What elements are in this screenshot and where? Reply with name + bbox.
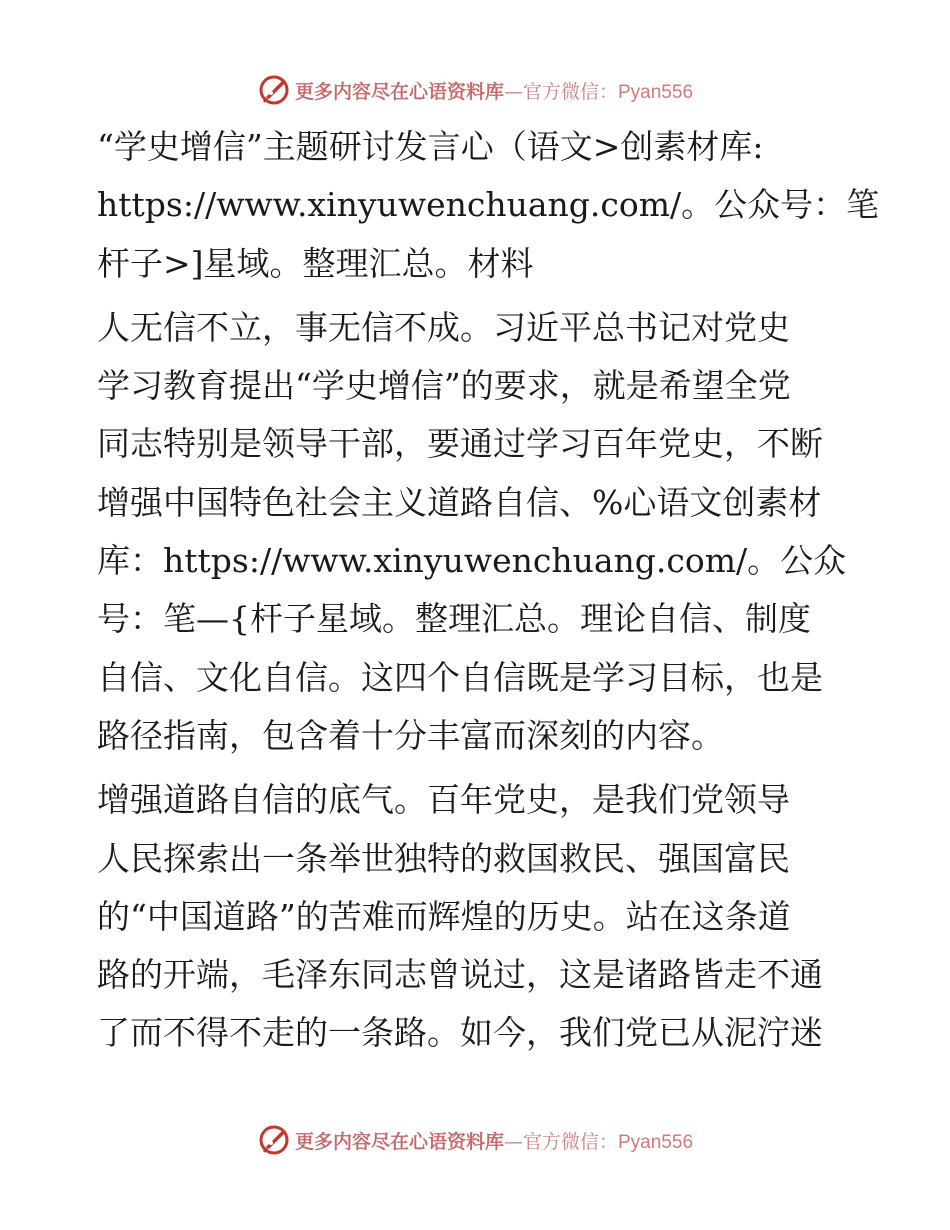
- document-body: [97, 118, 880, 1069]
- footer-banner: [0, 1120, 950, 1160]
- text-line: 学习教育提出“学史增信”的要求，就是希望全党: [97, 366, 791, 406]
- text-line: 了而不得不走的一条路。如今，我们党已从泥泞迷: [97, 1013, 823, 1053]
- text-line: 的“中国道路”的苦难而辉煌的历史。站在这条道: [97, 896, 791, 936]
- text-line: 人民探索出一条举世独特的救国救民、强国富民: [97, 838, 790, 878]
- text-line: 增强中国特色社会主义道路自信、%心语文创素材: [97, 482, 822, 522]
- header-banner: [0, 70, 950, 110]
- quill-logo-icon: [257, 1123, 291, 1157]
- text-line: “学史增信”主题研讨发言心（语文>创素材库:: [97, 127, 764, 166]
- quill-logo-icon: [257, 73, 291, 107]
- banner-wechat-id: Pyan556: [618, 1131, 694, 1153]
- banner-text: [295, 77, 693, 104]
- banner-wechat-label: 官方微信：: [522, 1130, 618, 1153]
- text-line: 杆子>]星域。整理汇总。材料: [97, 243, 534, 283]
- text-line: 库：https://www.xinyuwenchuang.com/。公众: [97, 541, 847, 581]
- paragraph-title: [97, 118, 880, 293]
- banner-separator: —: [503, 80, 523, 103]
- text-line: https://www.xinyuwenchuang.com/。公众号：笔: [97, 185, 880, 225]
- text-line: 自信、文化自信。这四个自信既是学习目标，也是: [97, 657, 823, 697]
- paragraph-road-confidence: [97, 771, 857, 1062]
- text-line: 路的开端，毛泽东同志曾说过，这是诸路皆走不通: [97, 955, 823, 995]
- banner-main-text: 更多内容尽在心语资料库: [294, 80, 504, 103]
- text-line: 路径指南，包含着十分丰富而深刻的内容。: [97, 715, 724, 755]
- text-line: 号：笔—{杆子星域。整理汇总。理论自信、制度: [97, 599, 811, 639]
- banner-text: [295, 1127, 693, 1154]
- banner-separator: —: [503, 1130, 523, 1153]
- text-line: 人无信不立，事无信不成。习近平总书记对党史: [97, 307, 790, 347]
- text-line: 同志特别是领导干部，要通过学习百年党史，不断: [97, 424, 823, 464]
- paragraph-intro: [97, 299, 857, 765]
- banner-wechat-label: 官方微信：: [522, 80, 618, 103]
- banner-wechat-id: Pyan556: [618, 81, 694, 103]
- text-line: 增强道路自信的底气。百年党史，是我们党领导: [97, 780, 790, 820]
- banner-main-text: 更多内容尽在心语资料库: [294, 1130, 504, 1153]
